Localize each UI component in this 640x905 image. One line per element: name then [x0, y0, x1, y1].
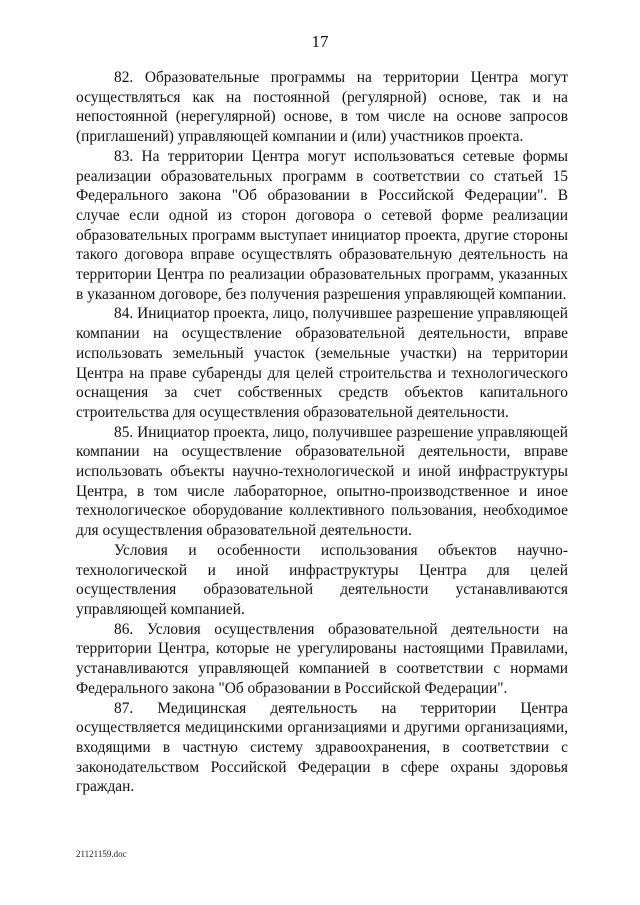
page-number: 17	[311, 32, 329, 51]
paragraph-85: 85. Инициатор проекта, лицо, получившее разрешение управляющей компании на осуществление образовательной деятельности, вправе использовать объекты научно-технологической и иной инфраструктуры Центра, в том числе лабораторное, опытно-производственное и иное технологическое оборудование коллективного пользования, необходимое для осуществления образовательной деятельности.	[76, 423, 568, 540]
paragraph-87: 87. Медицинская деятельность на территории Центра осуществляется медицинскими организациями и другими организациями, входящими в частную систему здравоохранения, в соответствии с законодательством Российской Федерации в сфере охраны здоровья граждан.	[76, 699, 568, 796]
paragraph-85-continued: Условия и особенности использования объектов научно-технологической и иной инфраструктуры Центра для целей осуществления образовательной деятельности устанавливаются управляющей компанией.	[76, 541, 568, 618]
paragraph-84: 84. Инициатор проекта, лицо, получившее разрешение управляющей компании на осуществление образовательной деятельности, вправе использовать земельный участок (земельные участки) на территории Центра на праве субаренды для целей строительства и технологического оснащения за счет собственных средств объектов капитального строительства для осуществления образовательной деятельности.	[76, 305, 568, 421]
footer-filename: 21121159.doc	[76, 849, 127, 859]
paragraph-83: 83. На территории Центра могут использоваться сетевые формы реализации образовательных программ в соответствии со статьей 15 Федерального закона "Об образовании в Российской Федерации". В случае если одной из сторон договора о сетевой форме реализации образовательных программ выступает инициатор проекта, другие стороны такого договора вправе осуществлять образовательную деятельность на территории Центра по реализации образовательных программ, указанных в указанном договоре, без получения разрешения управляющей компании.	[76, 147, 568, 303]
paragraph-82: 82. Образовательные программы на территории Центра могут осуществляться как на постоянной (регулярной) основе, так и на непостоянной (нерегулярной) основе, в том числе на основе запросов (приглашений) управляющей компании и (или) участников проекта.	[76, 69, 568, 146]
document-body	[76, 68, 568, 797]
paragraph-86: 86. Условия осуществления образовательной деятельности на территории Центра, которые не урегулированы настоящими Правилами, устанавливаются управляющей компанией в соответствии с нормами Федерального закона "Об образовании в Российской Федерации".	[76, 620, 568, 697]
